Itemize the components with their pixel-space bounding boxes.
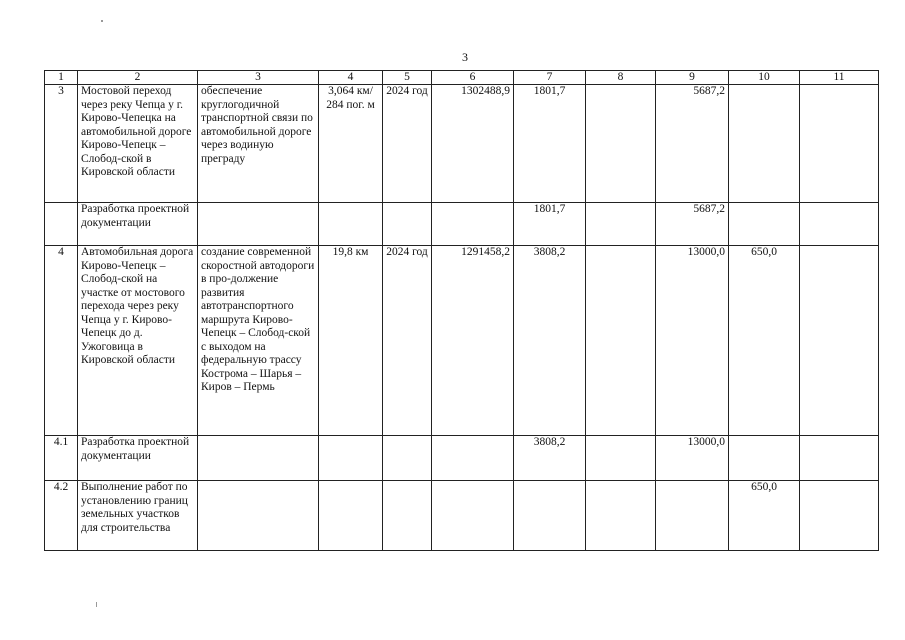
row-number	[45, 203, 78, 246]
object-name: Разработка проектной документации	[78, 436, 198, 481]
value-col-9: 13000,0	[656, 436, 729, 481]
object-purpose	[198, 481, 319, 551]
column-header: 4	[319, 71, 383, 85]
value-col-8	[586, 436, 656, 481]
header-row	[45, 71, 879, 85]
value-col-8	[586, 481, 656, 551]
page-number: 3	[462, 50, 468, 64]
object-purpose: создание современной скоростной автодороги в про-должение развития автотранспортного маршрута Кирово-Чепецк – Слобод-ской с выходом на федеральную трассу Кострома – Шарья – Киров – Пермь	[198, 246, 319, 436]
object-purpose: обеспечение круглогодичной транспортной связи по автомобильной дороге через водиную преграду	[198, 85, 319, 203]
value-col-11	[800, 246, 879, 436]
object-cost	[432, 203, 514, 246]
value-col-10	[729, 85, 800, 203]
object-capacity	[319, 481, 383, 551]
value-col-7	[514, 481, 586, 551]
object-capacity	[319, 203, 383, 246]
object-capacity: 3,064 км/ 284 пог. м	[319, 85, 383, 203]
object-name: Мостовой переход через реку Чепца у г. Кирово-Чепецка на автомобильной дороге Кирово-Чепецк – Слобод-ской в Кировской области	[78, 85, 198, 203]
column-header: 8	[586, 71, 656, 85]
value-col-10	[729, 203, 800, 246]
row-number: 4	[45, 246, 78, 436]
object-cost: 1302488,9	[432, 85, 514, 203]
value-col-7: 3808,2	[514, 246, 586, 436]
table-row	[45, 85, 879, 203]
value-col-8	[586, 246, 656, 436]
table-row	[45, 481, 879, 551]
object-name: Разработка проектной документации	[78, 203, 198, 246]
value-col-11	[800, 203, 879, 246]
object-year: 2024 год	[383, 246, 432, 436]
column-header: 1	[45, 71, 78, 85]
scan-speck	[101, 20, 103, 22]
object-cost	[432, 436, 514, 481]
value-col-10	[729, 436, 800, 481]
column-header: 11	[800, 71, 879, 85]
value-col-10: 650,0	[729, 246, 800, 436]
object-year	[383, 203, 432, 246]
column-header: 7	[514, 71, 586, 85]
value-col-7: 1801,7	[514, 203, 586, 246]
object-year	[383, 481, 432, 551]
row-number: 3	[45, 85, 78, 203]
value-col-9: 5687,2	[656, 85, 729, 203]
value-col-11	[800, 85, 879, 203]
column-header: 2	[78, 71, 198, 85]
object-capacity: 19,8 км	[319, 246, 383, 436]
table-row	[45, 436, 879, 481]
value-col-9: 13000,0	[656, 246, 729, 436]
table-row	[45, 203, 879, 246]
object-purpose	[198, 203, 319, 246]
scan-speck	[96, 602, 97, 607]
object-name: Автомобильная дорога Кирово-Чепецк – Слобод-ской на участке от мостового перехода через реку Чепца у г. Кирово-Чепецк до д. Ужоговица в Кировской области	[78, 246, 198, 436]
value-col-7: 3808,2	[514, 436, 586, 481]
object-purpose	[198, 436, 319, 481]
object-capacity	[319, 436, 383, 481]
column-header: 9	[656, 71, 729, 85]
row-number: 4.1	[45, 436, 78, 481]
value-col-10: 650,0	[729, 481, 800, 551]
value-col-11	[800, 436, 879, 481]
value-col-9: 5687,2	[656, 203, 729, 246]
table-row	[45, 246, 879, 436]
value-col-9	[656, 481, 729, 551]
value-col-11	[800, 481, 879, 551]
column-header: 6	[432, 71, 514, 85]
value-col-8	[586, 85, 656, 203]
row-number: 4.2	[45, 481, 78, 551]
column-header: 3	[198, 71, 319, 85]
object-year: 2024 год	[383, 85, 432, 203]
object-name: Выполнение работ по установлению границ земельных участков для строительства	[78, 481, 198, 551]
object-cost	[432, 481, 514, 551]
value-col-7: 1801,7	[514, 85, 586, 203]
object-cost: 1291458,2	[432, 246, 514, 436]
column-header: 5	[383, 71, 432, 85]
column-header: 10	[729, 71, 800, 85]
value-col-8	[586, 203, 656, 246]
projects-table	[44, 70, 879, 551]
object-year	[383, 436, 432, 481]
